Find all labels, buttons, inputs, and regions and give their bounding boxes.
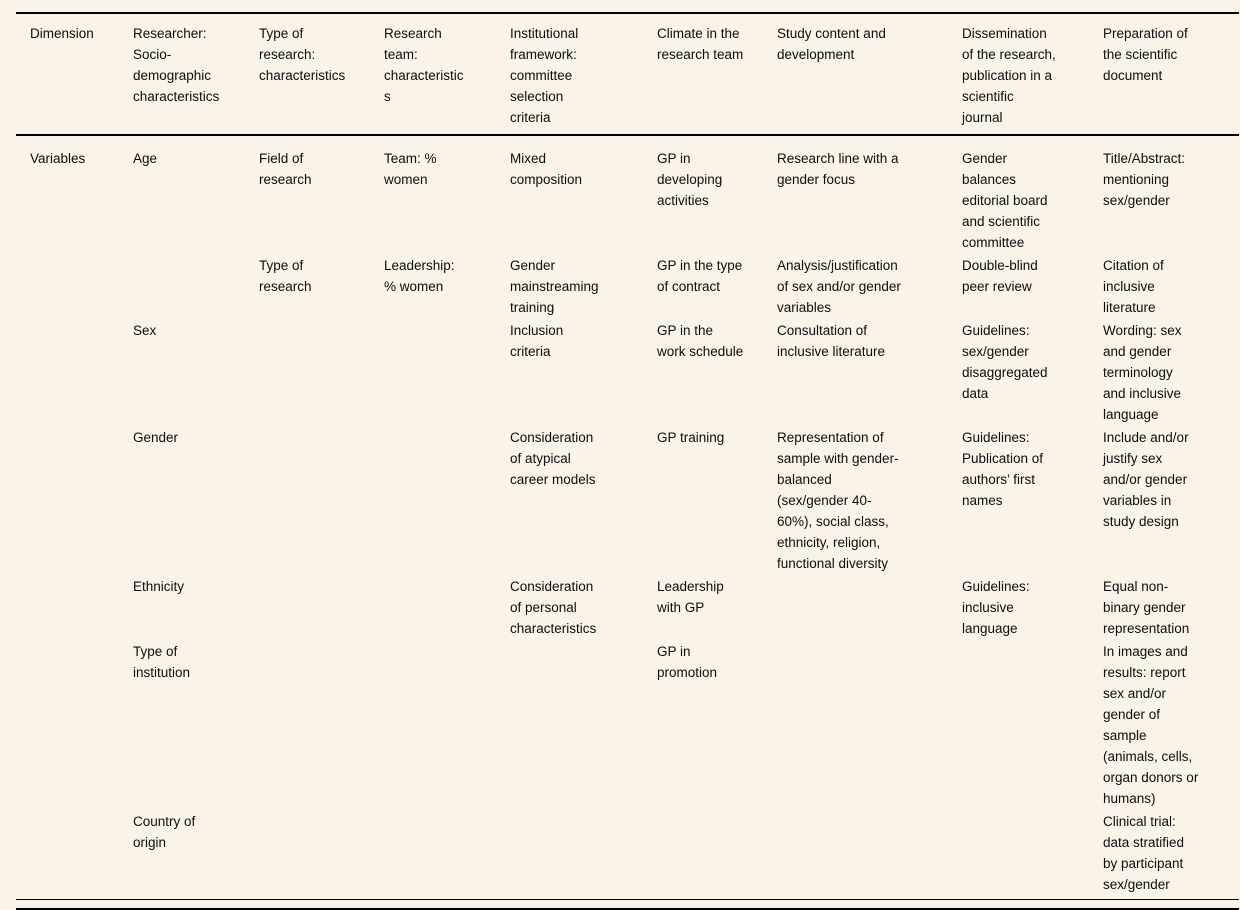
table-cell: Gender mainstreaming training (510, 258, 599, 315)
table-cell: GP in developing activities (657, 151, 723, 208)
row-label-variables: Variables (30, 151, 86, 166)
table-cell (777, 574, 962, 639)
table-cell: Guidelines: sex/gender disaggregated data (962, 323, 1048, 401)
table-cell: Equal non-binary gender representation (1103, 579, 1190, 636)
table-cell: Sex (133, 323, 157, 338)
table-cell: Consideration of personal characteristics (510, 579, 597, 636)
table-cell (259, 809, 384, 900)
table-row (16, 639, 1239, 809)
table-cell (16, 253, 133, 318)
dimensions-variables-table (16, 12, 1239, 900)
table-cell: Double-blind peer review (962, 258, 1038, 294)
table-cell: Analysis/justification of sex and/or gender variables (777, 258, 901, 315)
table-cell (384, 574, 510, 639)
table-cell (510, 639, 657, 809)
table-cell (384, 425, 510, 574)
header-climate-research-team: Climate in the research team (657, 13, 777, 135)
table-cell: Consultation of inclusive literature (777, 323, 886, 359)
table-cell: GP training (657, 430, 725, 445)
table-cell (259, 574, 384, 639)
table-cell: Ethnicity (133, 579, 185, 594)
table-cell: Consideration of atypical career models (510, 430, 596, 487)
table-cell (510, 809, 657, 900)
table-row (16, 135, 1239, 253)
table-cell: Clinical trial: data stratified by participant sex/gender (1103, 814, 1185, 892)
table-cell: Team: % women (384, 151, 437, 187)
table-cell (657, 809, 777, 900)
table-cell: Include and/or justify sex and/or gender variables in study design (1103, 430, 1189, 529)
table-cell: Field of research (259, 151, 312, 187)
table-row (16, 574, 1239, 639)
table-cell: Wording: sex and gender terminology and inclusive language (1103, 323, 1182, 422)
table-cell (384, 318, 510, 425)
table-cell (259, 639, 384, 809)
table-cell: Guidelines: inclusive language (962, 579, 1030, 636)
table-cell: In images and results: report sex and/or gender of sample (animals, cells, organ donors or humans) (1103, 644, 1199, 806)
table-cell: Title/Abstract: mentioning sex/gender (1103, 151, 1186, 208)
table-header-row (16, 13, 1239, 135)
table-row (16, 318, 1239, 425)
table-cell: GP in the work schedule (657, 323, 744, 359)
table-cell: Age (133, 151, 158, 166)
table-cell: GP in promotion (657, 644, 718, 680)
table-cell (384, 809, 510, 900)
paper-table-sheet (16, 12, 1239, 910)
table-cell (16, 809, 133, 900)
table-cell: Gender balances editorial board and scientific committee (962, 151, 1048, 250)
table-cell (16, 639, 133, 809)
table-cell (962, 639, 1103, 809)
table-cell (777, 639, 962, 809)
table-cell: Research line with a gender focus (777, 151, 899, 187)
table-cell: Type of research (259, 258, 312, 294)
table-cell: Leadership with GP (657, 579, 724, 615)
header-study-content: Study content and development (777, 13, 962, 135)
table-row (16, 425, 1239, 574)
table-cell (259, 318, 384, 425)
header-dissemination: Dissemination of the research, publication in a scientific journal (962, 13, 1103, 135)
header-researcher-sociodemographic: Researcher: Socio-demographic characteristics (133, 13, 259, 135)
table-cell: Inclusion criteria (510, 323, 564, 359)
table-cell: Type of institution (133, 644, 191, 680)
header-dimension: Dimension (16, 13, 133, 135)
table-cell: Representation of sample with gender-balanced (sex/gender 40-60%), social class, ethnicity, religion, functional diversity (777, 430, 899, 571)
table-cell (384, 639, 510, 809)
table-cell (16, 318, 133, 425)
table-cell: Mixed composition (510, 151, 583, 187)
table-cell: Gender (133, 430, 179, 445)
table-cell: Guidelines: Publication of authors’ first names (962, 430, 1044, 508)
header-type-of-research: Type of research: characteristics (259, 13, 384, 135)
table-row (16, 253, 1239, 318)
header-preparation-document: Preparation of the scientific document (1103, 13, 1239, 135)
header-research-team: Research team: characteristics (384, 13, 510, 135)
table-cell (133, 253, 259, 318)
header-institutional-framework: Institutional framework: committee selection criteria (510, 13, 657, 135)
table-cell (16, 425, 133, 574)
table-cell: Citation of inclusive literature (1103, 258, 1164, 315)
table-row (16, 809, 1239, 900)
table-cell: Country of origin (133, 814, 196, 850)
table-cell (777, 809, 962, 900)
table-cell (962, 809, 1103, 900)
table-cell: GP in the type of contract (657, 258, 743, 294)
table-cell: Leadership: % women (384, 258, 455, 294)
table-cell (259, 425, 384, 574)
table-cell (16, 574, 133, 639)
